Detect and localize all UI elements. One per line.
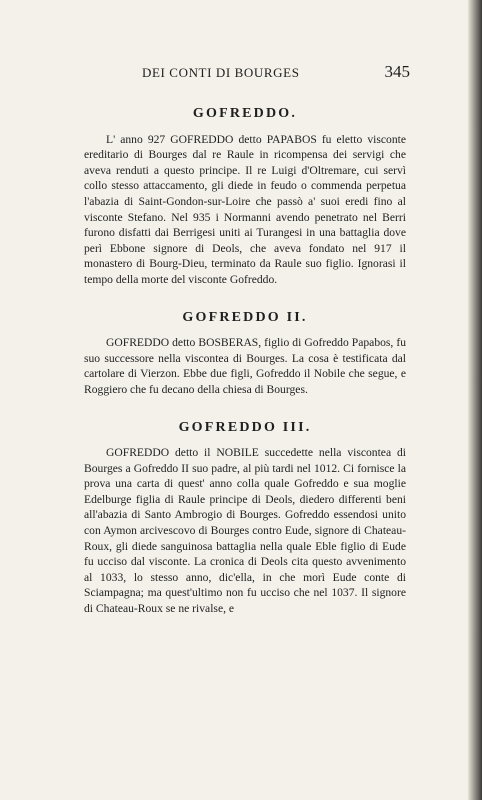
section-title: GOFREDDO III. [178, 419, 312, 435]
section-title: GOFREDDO II. [182, 309, 308, 325]
running-head: DEI CONTI DI BOURGES [142, 65, 300, 80]
section-title: GOFREDDO. [192, 106, 298, 121]
section-paragraph: GOFREDDO detto il NOBILE succedette nella viscontea di Bourges a Gofreddo II suo padre, al più tardi nel 1012. Ci fornisce la prova una carta di quest' anno colla quale Gofreddo e sua moglie Edelburge figlia di Raule principe di Deols, diedero differenti beni all'abazia di Santo Ambrogio di Bourges. Gofreddo essendosi unito con Aymon arcivescovo di Bourges contro Eude, signore di Chateau-Roux, gli diede sanguinosa battaglia nella quale Eble figlio di Eude fu ucciso dal visconte. La cronica di Deols cita questo avvenimento al 1033, lo stesso anno, dic'ella, in che morì Eude conte di Sciampagna; ma quest'ultimo non fu ucciso che nel 1037. Il signore di Chateau-Roux se ne rivalse, e [84, 446, 406, 616]
section-gofreddo [84, 106, 406, 288]
book-spine-shadow [468, 0, 482, 800]
section-gofreddo-iii [84, 420, 406, 617]
page-number: 345 [384, 62, 410, 81]
page-content [84, 106, 406, 617]
section-paragraph: L' anno 927 GOFREDDO detto PAPABOS fu eletto visconte ereditario di Bourges dal re Raule in ricompensa dei servigi che aveva renduti a questo principe. Il re Luigi d'Oltremare, cui servì collo stesso attaccamento, gli diede in feudo o commenda perpetua l'abazia di Saint-Gondon-sur-Loire che passò a' suoi eredi fino al visconte Stefano. Nel 935 i Normanni avendo penetrato nel Berri furono disfatti dai Berrigesi uniti ai Turangesi in una battaglia dove perì Ebbone signore di Deols, che aveva fondato nel 917 il monastero di Bourg-Dieu, terminato da Raule suo figlio. Ignorasi il tempo della morte del visconte Gofreddo. [84, 132, 406, 286]
page-header [90, 62, 410, 86]
section-gofreddo-ii [84, 310, 406, 398]
section-paragraph: GOFREDDO detto BOSBERAS, figlio di Gofreddo Papabos, fu suo successore nella viscontea di Bourges. La cosa è testificata dal cartolare di Vierzon. Ebbe due figli, Gofreddo il Nobile che segue, e Roggiero che fu decano della chiesa di Bourges. [84, 336, 406, 396]
